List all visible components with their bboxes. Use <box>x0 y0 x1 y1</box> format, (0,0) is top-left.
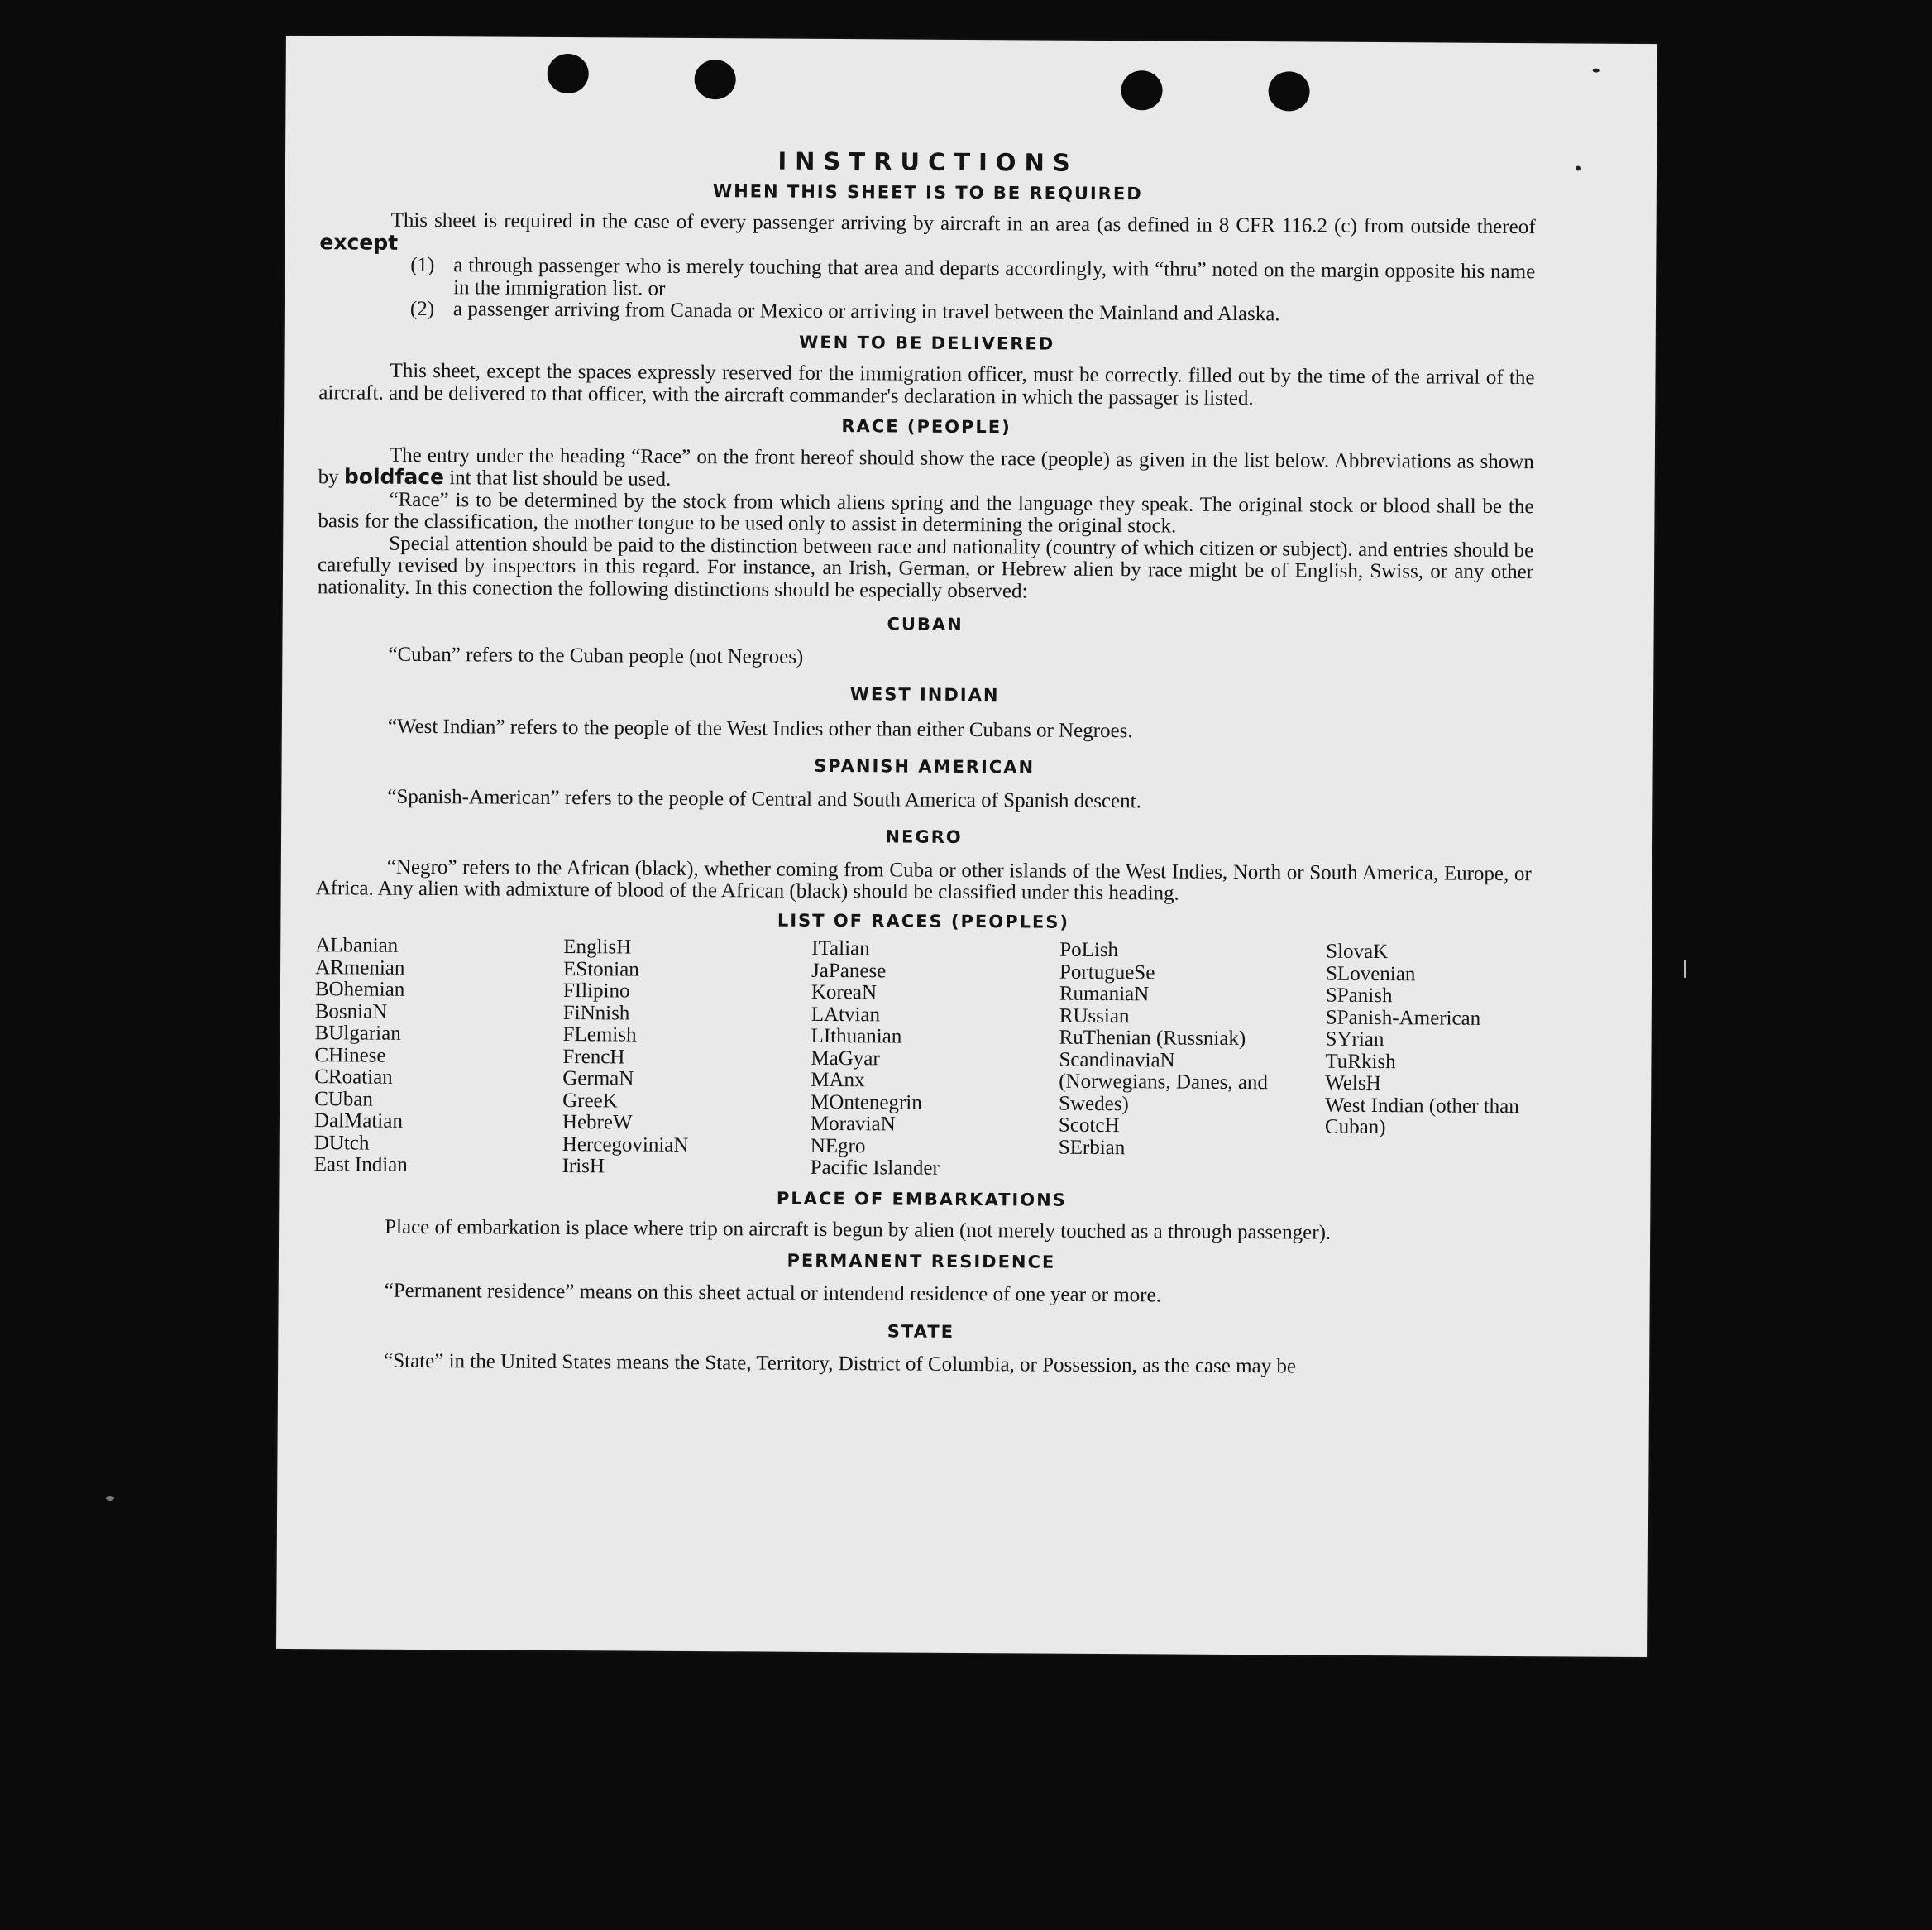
race-column <box>314 935 564 1177</box>
race-item: MOntenegrin <box>811 1090 922 1114</box>
race-item: GreeK <box>562 1089 618 1112</box>
paragraph: “Race” is to be determined by the stock from which aliens spring and the language they speak. The original stock or blood shall be the basis for the classification, the mother tongue to be used only to assist in determining the original stock. <box>318 488 1534 538</box>
paragraph: Special attention should be paid to the distinction between race and nationality (country of which citizen or subject). and entries should be carefully revised by inspectors in this regard. For instance, an Irish, German, or Hebrew alien by race might be of English, Swiss, or any other nationality. In this conection the following distinctions should be especially observed: <box>317 532 1534 602</box>
race-item: PoLish <box>1059 938 1119 962</box>
paragraph: Place of embarkation is place where trip on aircraft is begun by alien (not merely touched as a through passenger). <box>385 1215 1332 1244</box>
race-item: ScandinaviaN (Norwegians, Danes, and Swedes) <box>1059 1048 1269 1115</box>
race-item: FIlipino <box>562 979 630 1003</box>
race-item: ScotcH <box>1058 1113 1120 1137</box>
punch-hole <box>1121 70 1162 110</box>
race-column <box>1059 940 1327 1182</box>
race-item: IrisH <box>562 1155 605 1178</box>
race-item: FiNnish <box>562 1001 630 1025</box>
race-item: BosniaN <box>314 999 388 1023</box>
section-heading: PERMANENT RESIDENCE <box>787 1250 1056 1272</box>
race-item: KoreaN <box>811 980 878 1004</box>
page-title: INSTRUCTIONS <box>777 146 1078 177</box>
list-item: (2) a passenger arriving from Canada or Mexico or arriving in travel between the Mainland and Alaska. <box>409 297 1280 326</box>
ink-speck <box>1576 165 1581 170</box>
section-heading: STATE <box>887 1320 955 1342</box>
section-heading: WHEN THIS SHEET IS TO BE REQUIRED <box>712 180 1143 204</box>
section-heading: NEGRO <box>885 826 963 847</box>
race-item: RumaniaN <box>1059 982 1150 1006</box>
race-item: NEgro <box>810 1134 866 1157</box>
race-item: ARmenian <box>315 955 405 979</box>
document-page <box>276 36 1657 1657</box>
race-item: BOhemian <box>314 978 405 1001</box>
bold-word: boldface <box>343 464 445 490</box>
race-item: CUban <box>314 1087 374 1111</box>
race-column <box>562 936 812 1179</box>
dust-speck <box>106 1496 114 1501</box>
race-item: RUssian <box>1059 1004 1130 1027</box>
race-item: EStonian <box>563 957 639 981</box>
race-item: HebreW <box>562 1111 633 1134</box>
race-item: BUlgarian <box>314 1022 401 1045</box>
paragraph: This sheet, except the spaces expressly reserved for the immigration officer, must be correctly. filled out by the time of the arrival of the aircraft. and be delivered to that officer, with the aircraft commander's declaration in which the passager is listed. <box>318 359 1535 409</box>
race-item: Pacific Islander <box>810 1156 940 1180</box>
race-item: MAnx <box>811 1068 865 1092</box>
section-heading: LIST OF RACES (PEOPLES) <box>777 910 1070 932</box>
paragraph: “Negro” refers to the African (black), whether coming from Cuba or other islands of the West Indies, North or South America, Europe, or Africa. Any alien with admixture of blood of the African (black) should be classified under this heading. <box>315 855 1532 905</box>
race-item: WelsH <box>1325 1071 1381 1095</box>
race-item: LAtvian <box>811 1003 881 1026</box>
paragraph: “Permanent residence” means on this sheet actual or intendend residence of one year or more. <box>384 1279 1161 1307</box>
section-heading: SPANISH AMERICAN <box>814 755 1035 778</box>
race-column <box>811 938 1060 1181</box>
race-item: DUtch <box>313 1131 370 1155</box>
race-item: West Indian (other than Cuban) <box>1324 1094 1519 1139</box>
race-item: JaPanese <box>811 959 887 982</box>
race-item: ALbanian <box>315 934 399 957</box>
list-item: (1) a through passenger who is merely touching that area and departs accordingly, with “thru” noted on the margin opposite his name in the immigration list. or <box>410 253 1536 300</box>
section-heading: CUBAN <box>887 614 964 635</box>
punch-hole <box>548 54 589 93</box>
race-item: GermaN <box>562 1067 634 1090</box>
race-item: CHinese <box>314 1043 386 1067</box>
section-heading: PLACE OF EMBARKATIONS <box>776 1188 1067 1210</box>
section-heading: WEN TO BE DELIVERED <box>799 332 1055 354</box>
race-item: RuThenian (Russniak) <box>1059 1026 1246 1051</box>
race-item: FLemish <box>562 1023 637 1046</box>
race-item: SErbian <box>1058 1136 1126 1159</box>
section-heading: WEST INDIAN <box>849 684 1000 706</box>
race-item: EnglisH <box>563 936 632 959</box>
race-item: HercegoviniaN <box>562 1133 689 1157</box>
race-item: MoraviaN <box>810 1112 896 1136</box>
paragraph: “Cuban” refers to the Cuban people (not Negroes) <box>388 643 804 668</box>
race-item: SYrian <box>1325 1027 1384 1051</box>
race-item: TuRkish <box>1325 1050 1396 1073</box>
race-item: FrencH <box>562 1045 625 1068</box>
race-column <box>1325 941 1532 1184</box>
race-item: CRoatian <box>314 1066 393 1089</box>
race-item: SPanish <box>1325 984 1393 1008</box>
race-item: DalMatian <box>313 1109 403 1133</box>
punch-hole <box>695 60 736 99</box>
race-item: SPanish-American <box>1325 1006 1481 1030</box>
paragraph: This sheet is required in the case of every passenger arriving by aircraft in an area (as defined in 8 CFR 116.2 (c) from outside thereof except <box>319 208 1536 255</box>
race-item: PortugueSe <box>1059 960 1155 984</box>
punch-hole <box>1268 71 1309 111</box>
race-item: ITalian <box>811 936 870 960</box>
section-heading: RACE (PEOPLE) <box>841 416 1011 438</box>
race-item: LIthuanian <box>811 1024 902 1048</box>
race-item: SLovenian <box>1325 962 1416 985</box>
paragraph: “State” in the United States means the State, Territory, District of Columbia, or Possession, as the case may be <box>384 1349 1297 1378</box>
instructions-content <box>313 147 1536 1379</box>
ink-speck <box>1593 69 1600 73</box>
bold-word: except <box>319 229 399 255</box>
race-item: East Indian <box>313 1153 408 1176</box>
paragraph: “West Indian” refers to the people of the West Indies other than either Cubans or Negroes. <box>387 715 1133 742</box>
race-item: SlovaK <box>1326 940 1389 964</box>
scratch-mark <box>1684 960 1686 978</box>
paragraph: The entry under the heading “Race” on the front hereof should show the race (people) as given in the list below. Abbreviations as shown by boldface int that list should be used. <box>318 443 1534 491</box>
paragraph: “Spanish-American” refers to the people of Central and South America of Spanish descent. <box>387 785 1141 812</box>
race-item: MaGyar <box>811 1046 880 1070</box>
race-list <box>314 935 1532 1183</box>
